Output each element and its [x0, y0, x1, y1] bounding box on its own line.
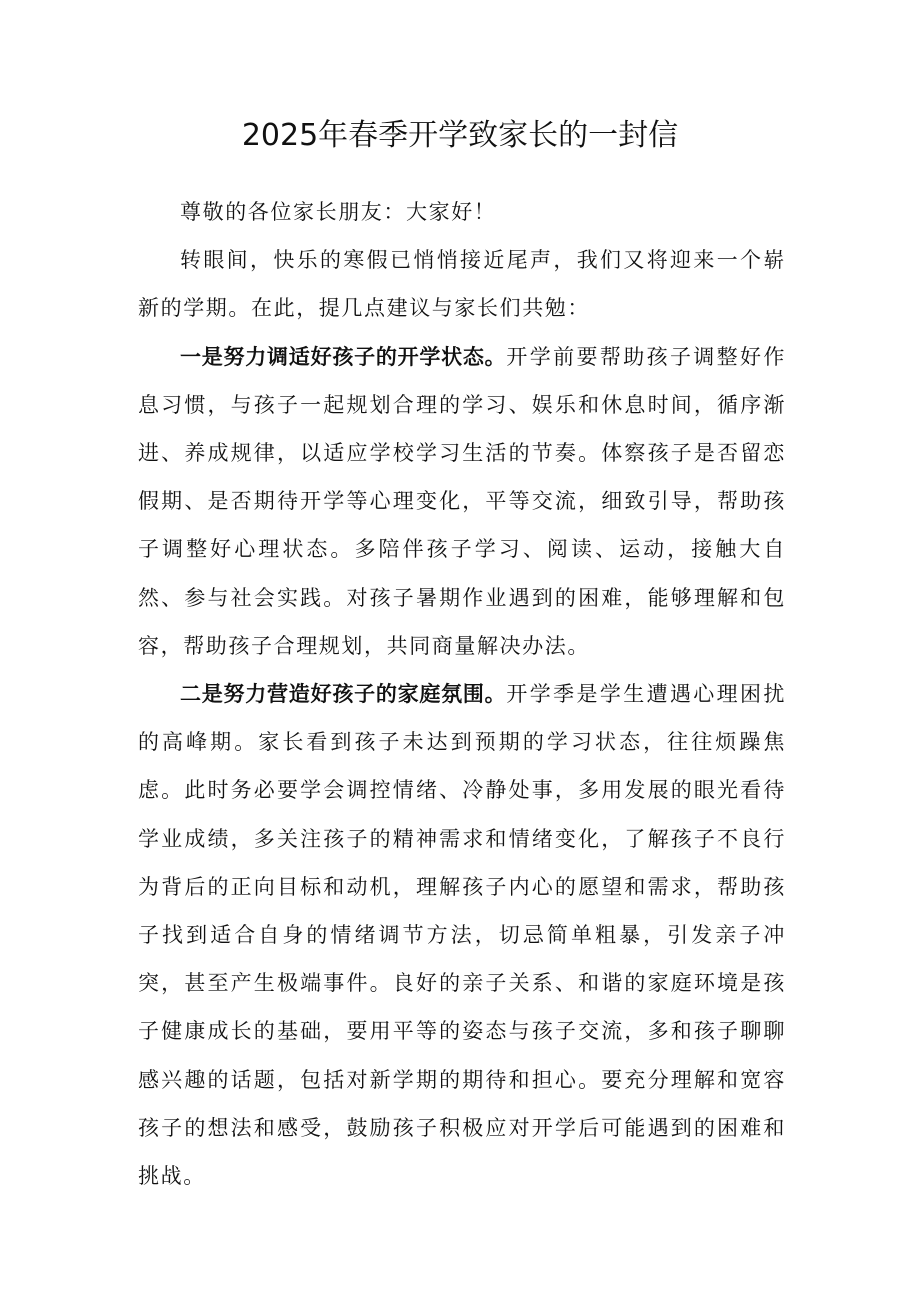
section-text: 开学季是学生遭遇心理困扰的高峰期。家长看到孩子未达到预期的学习状态，往往烦躁焦虑。此时务必要学会调控情绪、冷静处事，多用发展的眼光看待学业成绩，多关注孩子的精神需求和情绪变化，了解孩子不良行为背后的正向目标和动机，理解孩子内心的愿望和需求，帮助孩子找到适合自身的情绪调节方法，切忌简单粗暴，引发亲子冲突，甚至产生极端事件。良好的亲子关系、和谐的家庭环境是孩子健康成长的基础，要用平等的姿态与孩子交流，多和孩子聊聊感兴趣的话题，包括对新学期的期待和担心。要充分理解和宽容孩子的想法和感受，鼓励孩子积极应对开学后可能遇到的困难和挑战。 [138, 682, 786, 1189]
greeting-paragraph: 尊敬的各位家长朋友：大家好！ [180, 200, 497, 224]
section-text: 开学前要帮助孩子调整好作息习惯，与孩子一起规划合理的学习、娱乐和休息时间，循序渐进、养成规律，以适应学校学习生活的节奏。体察孩子是否留恋假期、是否期待开学等心理变化，平等交流，细致引导，帮助孩子调整好心理状态。多陪伴孩子学习、阅读、运动，接触大自然、参与社会实践。对孩子暑期作业遇到的困难，能够理解和包容，帮助孩子合理规划，共同商量解决办法。 [138, 344, 786, 658]
section-paragraph [138, 670, 786, 1200]
intro-paragraph: 转眼间，快乐的寒假已悄悄接近尾声，我们又将迎来一个崭新的学期。在此，提几点建议与家长们共勉： [138, 248, 786, 321]
section-paragraph [138, 333, 786, 670]
document-title: 2025年春季开学致家长的一封信 [241, 118, 679, 153]
section-heading: 一是努力调适好孩子的开学状态。 [180, 344, 507, 369]
section-heading: 二是努力营造好孩子的家庭氛围。 [180, 682, 507, 707]
letter-body [138, 188, 786, 1200]
